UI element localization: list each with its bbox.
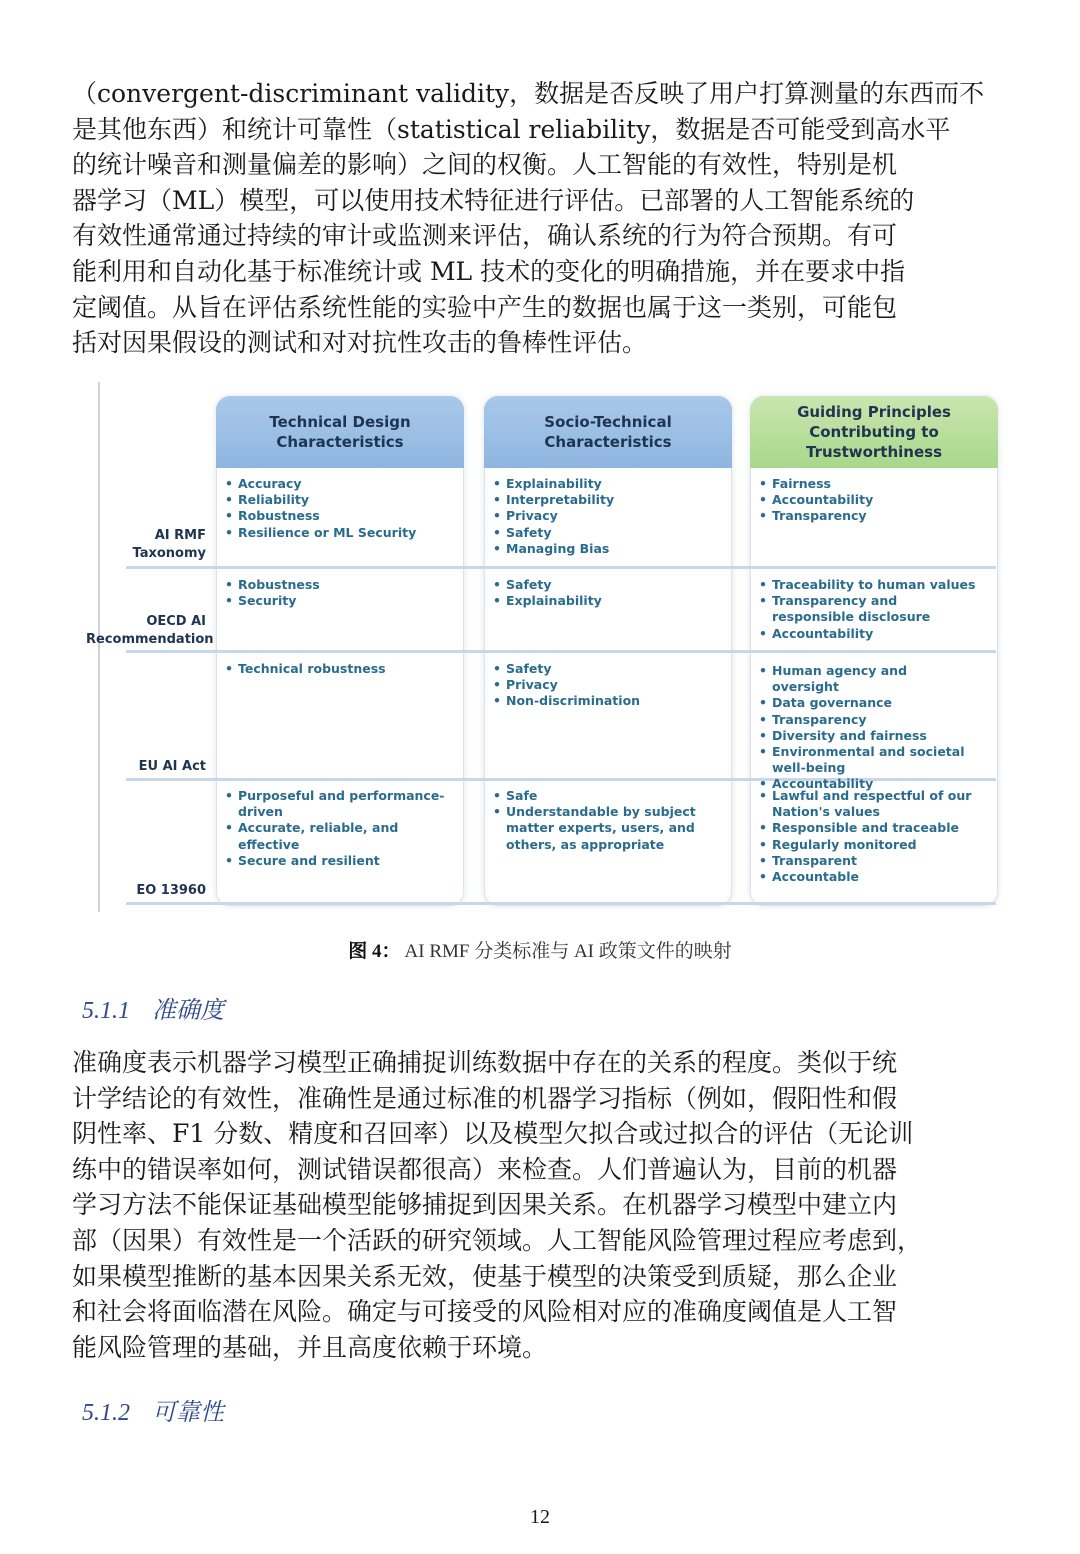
list-item: • Diversity and fairness: [756, 728, 978, 744]
list-item: • Transparent: [756, 853, 978, 869]
column-header-technical: [216, 396, 464, 468]
paragraph-line: 阴性率、F1 分数、精度和召回率）以及模型欠拟合或过拟合的评估（无论训: [72, 1119, 914, 1149]
list-item: • Safety: [490, 577, 726, 593]
paragraph-line: 能风险管理的基础，并且高度依赖于环境。: [72, 1332, 548, 1362]
column-header-text: Technical Design Characteristics: [269, 413, 411, 451]
page-number: 12: [530, 1506, 550, 1528]
list-item: • Secure and resilient: [222, 853, 448, 869]
figure-caption: [0, 936, 1080, 963]
cell-eu-socio: [490, 661, 726, 710]
section-number: 5.1.2: [82, 1400, 130, 1426]
list-item: • Accountability: [756, 776, 978, 792]
paragraph-line: 练中的错误率如何，测试错误都很高）来检查。人们普遍认为，目前的机器: [72, 1154, 898, 1184]
list-item: • Transparency and responsible disclosure: [756, 593, 978, 625]
list-item: • Environmental and societal well-being: [756, 744, 978, 776]
list-item: • Accurate, reliable, and effective: [222, 820, 448, 852]
list-item: • Accountability: [756, 626, 978, 642]
cell-eu-guiding: [756, 663, 978, 793]
paragraph-line: 如果模型推断的基本因果关系无效，使基于模型的决策受到质疑，那么企业: [72, 1261, 898, 1291]
cell-eo-guiding: [756, 788, 978, 885]
section-title: 准确度: [152, 998, 224, 1024]
section-title: 可靠性: [152, 1400, 224, 1426]
cell-ai-rmf-guiding: [756, 476, 992, 525]
paragraph-line: 器学习（ML）模型，可以使用技术特征进行评估。已部署的人工智能系统的: [72, 185, 915, 215]
column-header-socio: [484, 396, 732, 468]
cell-oecd-guiding: [756, 577, 978, 642]
list-item: • Accuracy: [222, 476, 458, 492]
list-item: • Explainability: [490, 476, 726, 492]
row-label-eo-13960: EO 13960: [136, 883, 206, 898]
list-item: • Safe: [490, 788, 728, 804]
list-item: • Traceability to human values: [756, 577, 978, 593]
list-item: • Purposeful and performance-driven: [222, 788, 448, 820]
row-label-ai-rmf: AI RMF Taxonomy: [132, 528, 206, 561]
list-item: • Data governance: [756, 695, 978, 711]
cell-eo-technical: [222, 788, 448, 869]
list-item: • Accountable: [756, 869, 978, 885]
list-item: • Resilience or ML Security: [222, 525, 458, 541]
paragraph-line: 学习方法不能保证基础模型能够捕捉到因果关系。在机器学习模型中建立内: [72, 1190, 898, 1220]
list-item: • Technical robustness: [222, 661, 458, 677]
intro-paragraph: [72, 76, 1012, 361]
list-item: • Safety: [490, 661, 726, 677]
paragraph-line: （convergent-discriminant validity，数据是否反映了用户打算测量的东西而不: [72, 79, 985, 108]
list-item: • Safety: [490, 525, 726, 541]
list-item: • Reliability: [222, 492, 458, 508]
row-label-eu-ai-act: EU AI Act: [138, 759, 206, 774]
list-item: • Robustness: [222, 577, 458, 593]
section-number: 5.1.1: [82, 998, 130, 1024]
list-item: • Fairness: [756, 476, 992, 492]
paragraph-line: 括对因果假设的测试和对对抗性攻击的鲁棒性评估。: [72, 328, 648, 358]
list-item: • Understandable by subject matter experts, users, and others, as appropriate: [490, 804, 728, 853]
list-item: • Lawful and respectful of our Nation's values: [756, 788, 978, 820]
paragraph-line: 有效性通常通过持续的审计或监测来评估，确认系统的行为符合预期。有可: [72, 221, 898, 251]
cell-eu-technical: [222, 661, 458, 677]
taxonomy-mapping-figure: [86, 382, 1006, 912]
cell-oecd-technical: [222, 577, 458, 609]
paragraph-line: 部（因果）有效性是一个活跃的研究领域。人工智能风险管理过程应考虑到，: [72, 1225, 923, 1255]
list-item: • Managing Bias: [490, 541, 726, 557]
cell-oecd-socio: [490, 577, 726, 609]
cell-ai-rmf-socio: [490, 476, 726, 557]
paragraph-line: 和社会将面临潜在风险。确定与可接受的风险相对应的准确度阈值是人工智: [72, 1297, 898, 1327]
list-item: • Non-discrimination: [490, 693, 726, 709]
row-divider: [126, 650, 996, 653]
list-item: • Robustness: [222, 508, 458, 524]
list-item: • Responsible and traceable: [756, 820, 978, 836]
paragraph-line: 计学结论的有效性，准确性是通过标准的机器学习指标（例如，假阳性和假: [72, 1083, 898, 1113]
section-heading-reliability: [82, 1392, 224, 1427]
list-item: • Transparency: [756, 508, 992, 524]
row-divider: [126, 566, 996, 569]
column-header-text: Guiding Principles Contributing to Trustworthiness: [797, 403, 951, 461]
list-item: • Interpretability: [490, 492, 726, 508]
section-heading-accuracy: [82, 990, 224, 1025]
list-item: • Privacy: [490, 508, 726, 524]
list-item: • Privacy: [490, 677, 726, 693]
paragraph-line: 是其他东西）和统计可靠性（statistical reliability，数据是否可能受到高水平: [72, 114, 951, 144]
paragraph-line: 准确度表示机器学习模型正确捕捉训练数据中存在的关系的程度。类似于统: [72, 1048, 898, 1077]
column-header-text: Socio-Technical Characteristics: [544, 413, 672, 451]
list-item: • Security: [222, 593, 458, 609]
cell-ai-rmf-technical: [222, 476, 458, 541]
list-item: • Regularly monitored: [756, 837, 978, 853]
list-item: • Human agency and oversight: [756, 663, 978, 695]
cell-eo-socio: [490, 788, 728, 853]
list-item: • Transparency: [756, 712, 978, 728]
column-header-guiding: [750, 396, 998, 468]
paragraph-line: 的统计噪音和测量偏差的影响）之间的权衡。人工智能的有效性，特别是机: [72, 150, 898, 180]
accuracy-paragraph: [72, 1045, 1012, 1365]
list-item: • Accountability: [756, 492, 992, 508]
row-label-oecd: OECD AI Recommendation: [86, 614, 214, 647]
row-divider: [126, 902, 996, 905]
figure-caption-label: 图 4：: [348, 941, 401, 962]
paragraph-line: 能利用和自动化基于标准统计或 ML 技术的变化的明确措施，并在要求中指: [72, 256, 906, 286]
figure-caption-text: AI RMF 分类标准与 AI 政策文件的映射: [404, 941, 732, 962]
list-item: • Explainability: [490, 593, 726, 609]
paragraph-line: 定阈值。从旨在评估系统性能的实验中产生的数据也属于这一类别，可能包: [72, 292, 898, 322]
